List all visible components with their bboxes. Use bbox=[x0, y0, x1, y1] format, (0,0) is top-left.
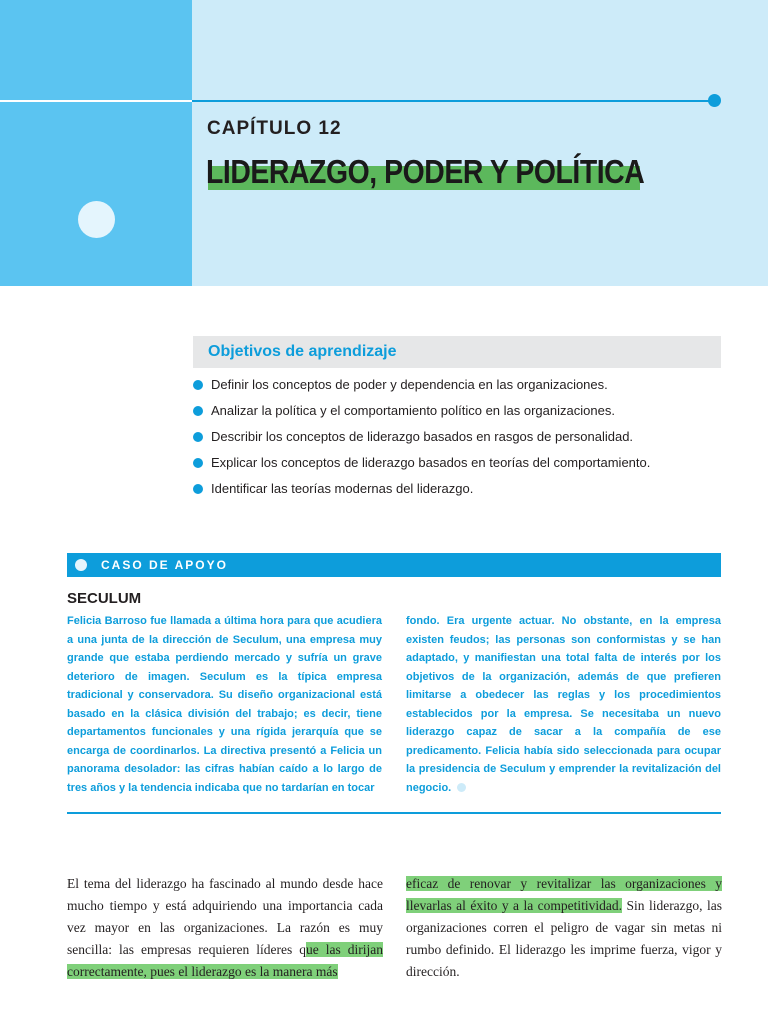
objective-item bbox=[193, 376, 650, 402]
objectives-heading: Objetivos de aprendizaje bbox=[208, 343, 397, 360]
objective-item bbox=[193, 480, 650, 506]
end-mark-icon bbox=[457, 783, 466, 792]
bullet-icon bbox=[193, 458, 203, 468]
objective-item bbox=[193, 454, 650, 480]
objectives-header bbox=[193, 336, 721, 368]
objective-item bbox=[193, 402, 650, 428]
objective-text: Explicar los conceptos de liderazgo basados en teorías del comportamiento. bbox=[211, 455, 651, 470]
case-text-right-body: fondo. Era urgente actuar. No obstante, en la empresa existen feudos; las personas son conformistas y se han adaptado, y manifiestan una total falta de interés por los objetivos de la organización, además de que prefieren limitarse a obedecer las reglas y los procedimientos establecidos por la empresa. Se necesitaba un nuevo liderazgo capaz de sacar a la compañía de ese predicamento. Felicia había sido seleccionada para ocupar la presidencia de Seculum y emprender la revitalización del negocio. bbox=[406, 615, 721, 794]
body-right-highlight: eficaz de renovar y revitalizar las organizaciones y llevarlas al éxito y a la competitividad. bbox=[406, 876, 722, 913]
body-text-right bbox=[406, 873, 722, 983]
objective-item bbox=[193, 428, 650, 454]
objective-text: Describir los conceptos de liderazgo basados en rasgos de personalidad. bbox=[211, 429, 634, 444]
chapter-title-wrap bbox=[206, 153, 716, 191]
circle-icon bbox=[75, 559, 87, 571]
header-left-panel bbox=[0, 0, 192, 286]
case-label: CASO DE APOYO bbox=[101, 558, 228, 572]
bullet-icon bbox=[193, 484, 203, 494]
body-left-highlight: ue las dirijan correctamente, pues el liderazgo es la manera más bbox=[67, 942, 383, 979]
header-right-panel bbox=[192, 0, 768, 286]
body-left-plain: El tema del liderazgo ha fascinado al mundo desde hace mucho tiempo y está adquiriendo una importancia cada vez mayor en las organizaciones. La razón es muy sencilla: las empresas requieren líderes q bbox=[67, 876, 383, 957]
case-banner bbox=[67, 553, 721, 577]
body-right-plain: Sin liderazgo, las organizaciones corren el peligro de vagar sin metas ni rumbo definido. El liderazgo les imprime fuerza, vigor y dirección. bbox=[406, 898, 722, 979]
chapter-number: CAPÍTULO 12 bbox=[207, 118, 342, 139]
objective-text: Identificar las teorías modernas del liderazgo. bbox=[211, 481, 474, 496]
case-divider bbox=[67, 812, 721, 814]
case-title: SECULUM bbox=[67, 590, 142, 607]
header-rule-light bbox=[0, 100, 192, 102]
decorative-circle bbox=[78, 201, 115, 238]
chapter-title: LIDERAZGO, PODER Y POLÍTICA bbox=[206, 153, 645, 190]
bullet-icon bbox=[193, 432, 203, 442]
case-text-left: Felicia Barroso fue llamada a última hora para que acudiera a una junta de la dirección de Seculum, una empresa muy grande que estaba perdiendo mercado y sufría un grave deterioro de imagen. Seculum es la típica empresa tradicional y conservadora. Su diseño organizacional está basado en la clásica división del trabajo; es decir, tiene departamentos funcionales y una rígida jerarquía que se encarga de coordinarlos. La directiva presentó a Felicia un panorama desolador: las cifras habían caído a lo largo de tres años y la tendencia indicaba que no tardarían en tocar bbox=[67, 615, 382, 794]
objective-text: Definir los conceptos de poder y dependencia en las organizaciones. bbox=[211, 377, 608, 392]
bullet-icon bbox=[193, 380, 203, 390]
body-text-left bbox=[67, 873, 383, 983]
header-rule-dot bbox=[708, 94, 721, 107]
objectives-list bbox=[193, 376, 650, 506]
bullet-icon bbox=[193, 406, 203, 416]
case-text-right bbox=[406, 612, 721, 797]
objective-text: Analizar la política y el comportamiento político en las organizaciones. bbox=[211, 403, 615, 418]
